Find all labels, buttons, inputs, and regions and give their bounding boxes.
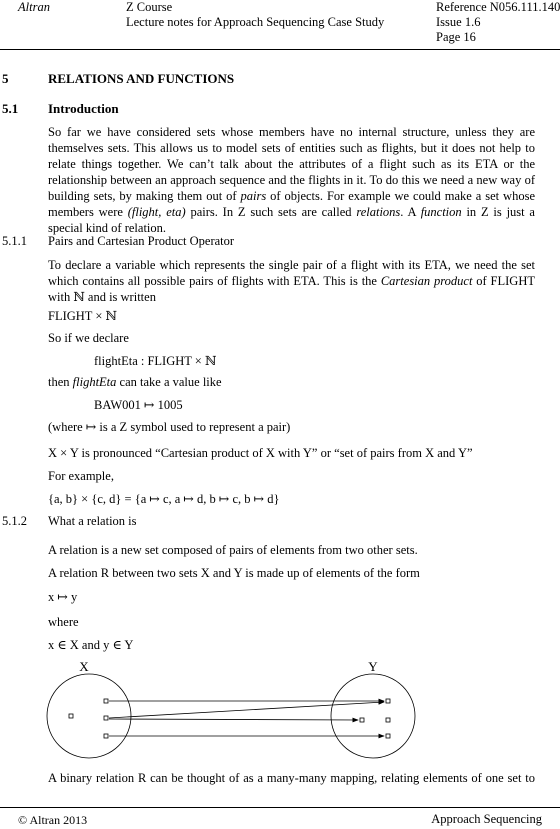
declare-text: So if we declare [48, 331, 129, 345]
header-rule [0, 49, 560, 50]
binary-relation-text: A binary relation R can be thought of as a many-many mapping, relating elements of one set to [48, 771, 535, 785]
cartesian-expression: FLIGHT × ℕ [48, 309, 117, 323]
subsubsection-number-2: 5.1.2 [2, 514, 27, 528]
mapping-arrow [109, 719, 358, 720]
mapping-arrow [109, 702, 384, 718]
declaration: flightEta : FLIGHT × ℕ [94, 354, 217, 368]
element-x4 [104, 734, 108, 738]
relation-diagram [0, 655, 560, 760]
header-course: Z Course [126, 0, 173, 14]
set-x-circle [47, 674, 131, 758]
membership: x ∈ X and y ∈ Y [48, 638, 134, 652]
element-y1 [386, 699, 390, 703]
header-company: Altran [18, 0, 50, 14]
example-expression: {a, b} × {c, d} = {a ↦ c, a ↦ d, b ↦ c, b ↦ d} [48, 492, 280, 506]
header-subtitle: Lecture notes for Approach Sequencing Case Study [126, 15, 385, 29]
set-x-label: X [79, 659, 89, 674]
where-text: where [48, 615, 79, 629]
subsubsection-title-2: What a relation is [48, 514, 137, 528]
element-y3 [386, 718, 390, 722]
pairs-paragraph: To declare a variable which represents the single pair of a flight with its ETA, we need the set which contains all possible pairs of flights with ETA. This is the Cartesian product of FLIGHT with ℕ and is written [48, 258, 535, 304]
subsection-title: Introduction [48, 101, 119, 116]
relation-form-text: A relation R between two sets X and Y is made up of elements of the form [48, 566, 420, 580]
subsection-number: 5.1 [2, 101, 19, 116]
relation-definition: A relation is a new set composed of pairs of elements from two other sets. [48, 543, 418, 557]
set-y-circle [331, 674, 415, 758]
header-page: Page 16 [436, 30, 476, 44]
example-label: For example, [48, 469, 114, 483]
set-y-label: Y [368, 659, 378, 674]
header-reference: Reference N056.111.140 [436, 0, 560, 14]
section-title: RELATIONS AND FUNCTIONS [48, 71, 235, 86]
pair-value: BAW001 ↦ 1005 [94, 398, 183, 412]
section-number: 5 [2, 71, 9, 86]
value-text: then flightEta can take a value like [48, 375, 222, 389]
footer-copyright: © Altran 2013 [18, 813, 88, 827]
element-x3 [104, 716, 108, 720]
element-x1 [69, 714, 73, 718]
element-y2 [360, 718, 364, 722]
header-issue: Issue 1.6 [436, 15, 481, 29]
pronunciation: X × Y is pronounced “Cartesian product of X with Y” or “set of pairs from X and Y” [48, 446, 473, 460]
footer-title: Approach Sequencing [431, 812, 542, 826]
pair-note: (where ↦ is a Z symbol used to represent a pair) [48, 420, 291, 434]
element-x2 [104, 699, 108, 703]
subsubsection-title: Pairs and Cartesian Product Operator [48, 234, 235, 248]
element-y4 [386, 734, 390, 738]
subsubsection-number: 5.1.1 [2, 234, 27, 248]
intro-paragraph: So far we have considered sets whose members have no internal structure, unless they are themselves sets. This allows us to model sets of entities such as flights, but it does not help to relate things together. We can’t talk about the attributes of a flight such as its ETA or the relationship between an approach sequence and the flights in it. To do this we need a new way of building sets, by making them out of pairs of objects. For example we could make a set whose members were (flight, eta) pairs. In Z such sets are called relations. A function in Z is just a special kind of relation. [48, 125, 535, 235]
relation-form: x ↦ y [48, 590, 78, 604]
footer-rule [0, 807, 560, 808]
